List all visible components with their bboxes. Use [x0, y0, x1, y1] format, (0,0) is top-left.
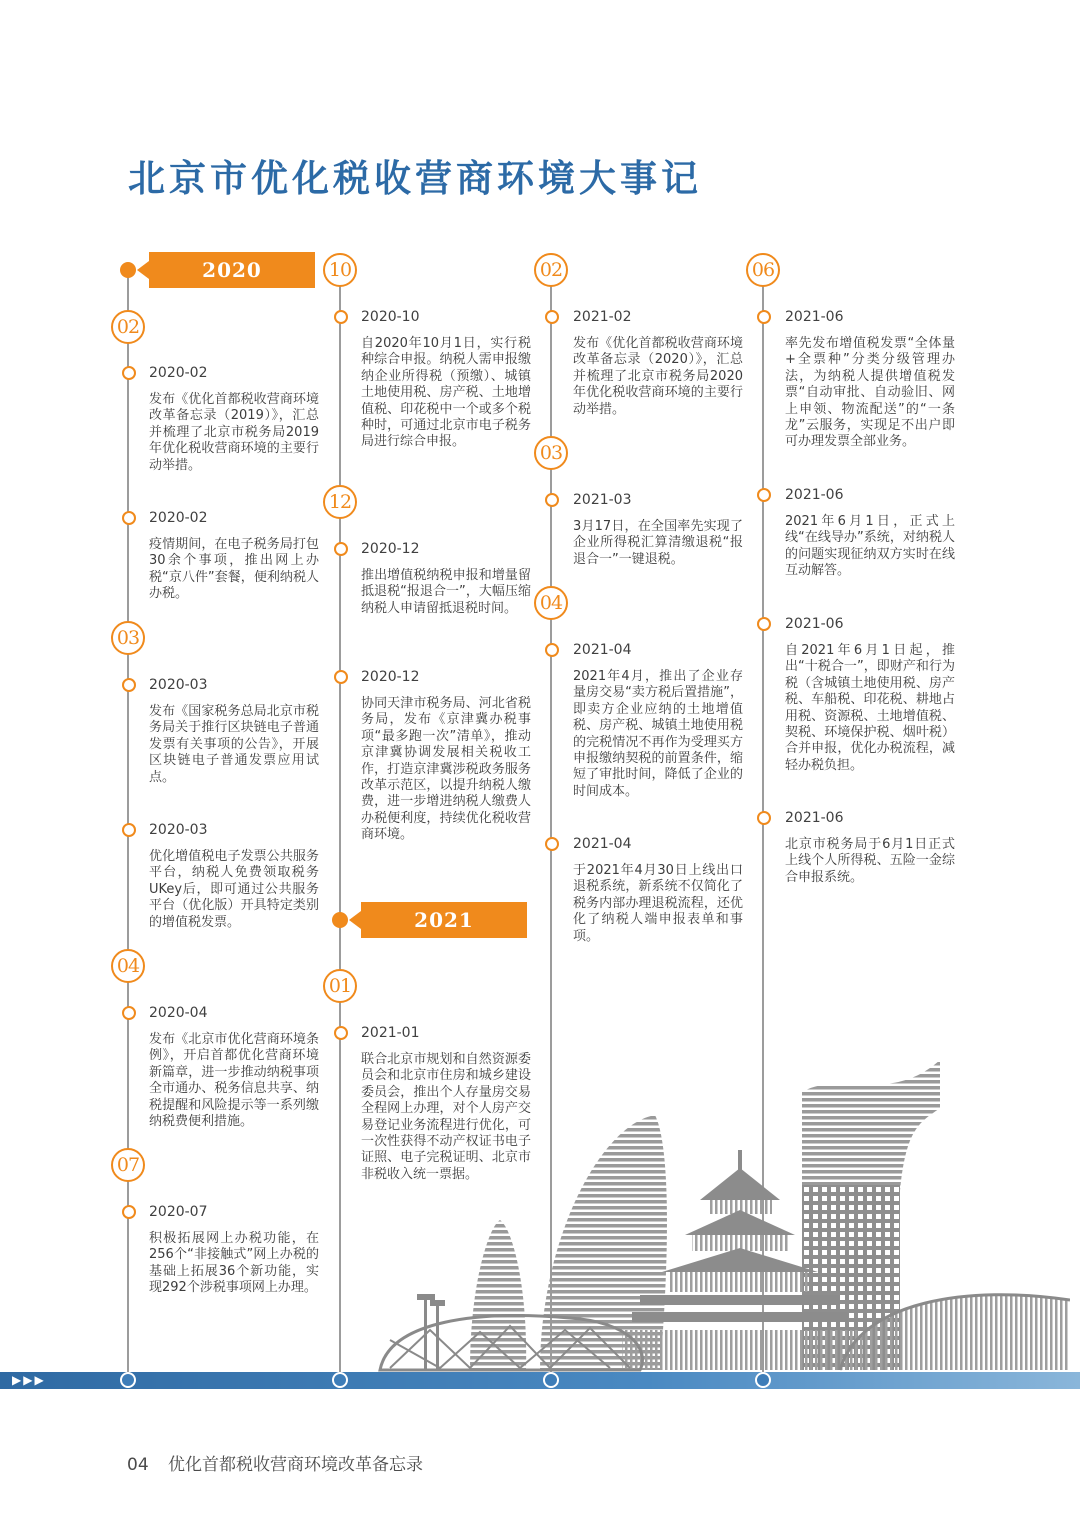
timeline-entry	[785, 487, 955, 580]
timeline-end-marker	[543, 1372, 559, 1388]
entry-text: 北京市税务局于6月1日正式上线个人所得税、五险一金综合申报系统。	[785, 837, 955, 885]
entry-dot	[334, 542, 348, 556]
entry-date: 2020-02	[149, 510, 208, 526]
entry-date: 2021-06	[785, 810, 844, 826]
entry-text: 自2021年6月1日起，推出“十税合一”，即财产和行为税（含城镇土地使用税、房产税、车船税、印花税、耕地占用税、资源税、土地增值税、契税、环境保护税、烟叶税）合并申报，优化办税流程，减轻办税负担。	[785, 643, 955, 773]
timeline-entry	[573, 309, 743, 418]
entry-date: 2021-02	[573, 309, 632, 325]
entry-date: 2020-03	[149, 677, 208, 693]
entry-dot	[122, 511, 136, 525]
entry-text: 疫情期间，在电子税务局打包30余个事项，推出网上办税“京八件”套餐，便利纳税人办税。	[149, 537, 319, 602]
year-banner-2021: 2021	[361, 902, 527, 938]
year-marker-dot	[332, 912, 348, 928]
entry-dot	[122, 1205, 136, 1219]
timeline-entry	[361, 309, 531, 451]
entry-text: 发布《优化首都税收营商环境改革备忘录（2019）》，汇总并梳理了北京市税务局2019年优化税收营商环境的主要行动举措。	[149, 392, 319, 473]
entry-text: 2021年6月1日，正式上线“在线导办”系统，对纳税人的问题实现征纳双方实时在线互动解答。	[785, 514, 955, 579]
month-marker: 12	[323, 485, 357, 519]
entry-date: 2021-01	[361, 1025, 420, 1041]
bottom-band	[0, 1372, 1080, 1389]
timeline-line-2	[339, 286, 341, 1380]
timeline-entry	[785, 309, 955, 451]
entry-text: 发布《优化首都税收营商环境改革备忘录（2020）》，汇总并梳理了北京市税务局2020年优化税收营商环境的主要行动举措。	[573, 336, 743, 417]
footer	[127, 1450, 423, 1475]
entry-date: 2020-10	[361, 309, 420, 325]
month-marker: 10	[323, 253, 357, 287]
entry-text: 于2021年4月30日上线出口退税系统，新系统不仅简化了税务内部办理退税流程，还优化了纳税人端申报表单和事项。	[573, 863, 743, 944]
triple-arrow-icon: ▶▶▶	[12, 1373, 46, 1387]
entry-date: 2021-04	[573, 836, 632, 852]
year-banner-2020: 2020	[149, 252, 315, 288]
entry-dot	[545, 643, 559, 657]
timeline-entry	[149, 677, 319, 786]
entry-text: 联合北京市规划和自然资源委员会和北京市住房和城乡建设委员会，推出个人存量房交易全程网上办理，对个人房产交易登记业务流程进行优化，可一次性获得不动产权证书电子证照、电子完税证明、北京市非税收入统一票据。	[361, 1052, 531, 1182]
entry-date: 2020-12	[361, 541, 420, 557]
entry-date: 2020-02	[149, 365, 208, 381]
beijing-skyline-illustration	[370, 1050, 1070, 1375]
timeline-entry	[573, 836, 743, 945]
entry-dot	[334, 1026, 348, 1040]
month-marker: 04	[534, 586, 568, 620]
entry-dot	[334, 670, 348, 684]
timeline-entry	[149, 822, 319, 931]
month-marker: 03	[534, 436, 568, 470]
entry-dot	[545, 493, 559, 507]
month-marker: 07	[111, 1148, 145, 1182]
entry-dot	[334, 310, 348, 324]
entry-text: 优化增值税电子发票公共服务平台，纳税人免费领取税务UKey后，即可通过公共服务平台（优化版）开具特定类别的增值税发票。	[149, 849, 319, 930]
timeline-entry	[785, 616, 955, 774]
entry-dot	[122, 366, 136, 380]
entry-text: 2021年4月，推出了企业存量房交易“卖方税后置措施”，即卖方企业应纳的土地增值税、房产税、城镇土地使用税的完税情况不再作为受理买方申报缴纳契税的前置条件，缩短了审批时间，降低了企业的时间成本。	[573, 669, 743, 799]
entry-text: 3月17日，在全国率先实现了企业所得税汇算清缴退税“报退合一”一键退税。	[573, 519, 743, 567]
timeline-entry	[573, 642, 743, 800]
timeline-end-marker	[332, 1372, 348, 1388]
entry-dot	[545, 837, 559, 851]
entry-text: 积极拓展网上办税功能，在256个“非接触式”网上办税的基础上拓展36个新功能，实现292个涉税事项网上办理。	[149, 1231, 319, 1296]
entry-text: 自2020年10月1日，实行税种综合申报。纳税人需申报缴纳企业所得税（预缴）、城镇土地使用税、房产税、土地增值税、印花税中一个或多个税种时，可通过北京市电子税务局进行综合申报。	[361, 336, 531, 450]
entry-text: 推出增值税纳税申报和增量留抵退税“报退合一”，大幅压缩纳税人申请留抵退税时间。	[361, 568, 531, 616]
month-marker: 02	[534, 253, 568, 287]
month-marker: 02	[111, 310, 145, 344]
month-marker: 03	[111, 621, 145, 655]
entry-text: 协同天津市税务局、河北省税务局，发布《京津冀办税事项“最多跑一次”清单》，推动京津冀协调发展相关税收工作，打造京津冀涉税政务服务改革示范区，以提升纳税人缴费，进一步增进纳税人缴费人办税便利度，持续优化税收营商环境。	[361, 696, 531, 843]
entry-dot	[545, 310, 559, 324]
month-marker: 01	[323, 969, 357, 1003]
timeline-entry	[573, 492, 743, 568]
entry-dot	[122, 1006, 136, 1020]
timeline-entry	[149, 1005, 319, 1130]
entry-date: 2021-04	[573, 642, 632, 658]
entry-dot	[757, 488, 771, 502]
entry-dot	[757, 310, 771, 324]
timeline-entry	[149, 1204, 319, 1297]
entry-dot	[757, 811, 771, 825]
entry-date: 2021-06	[785, 616, 844, 632]
timeline-entry	[785, 810, 955, 886]
timeline-entry	[361, 669, 531, 844]
page-number: 04	[127, 1455, 149, 1475]
entry-dot	[757, 617, 771, 631]
timeline-end-marker	[120, 1372, 136, 1388]
entry-dot	[122, 678, 136, 692]
entry-date: 2020-07	[149, 1204, 208, 1220]
entry-dot	[122, 823, 136, 837]
entry-date: 2021-03	[573, 492, 632, 508]
entry-text: 率先发布增值税发票“全体量+全票种”分类分级管理办法，为纳税人提供增值税发票“自动审批、自动验旧、网上申领、物流配送”的“一条龙”云服务，实现足不出户即可办理发票全部业务。	[785, 336, 955, 450]
year-marker-dot	[120, 262, 136, 278]
entry-text: 发布《北京市优化营商环境条例》，开启首都优化营商环境新篇章，进一步推动纳税事项全市通办、税务信息共享、纳税提醒和风险提示等一系列缴纳税费便利措施。	[149, 1032, 319, 1130]
page-title: 北京市优化税收营商环境大事记	[128, 157, 702, 200]
entry-date: 2021-06	[785, 309, 844, 325]
entry-date: 2020-12	[361, 669, 420, 685]
timeline-entry	[149, 510, 319, 603]
entry-date: 2020-04	[149, 1005, 208, 1021]
month-marker: 04	[111, 949, 145, 983]
timeline-entry	[149, 365, 319, 474]
footer-title: 优化首都税收营商环境改革备忘录	[168, 1455, 424, 1475]
month-marker: 06	[746, 253, 780, 287]
timeline-end-marker	[755, 1372, 771, 1388]
timeline-entry	[361, 541, 531, 617]
entry-text: 发布《国家税务总局北京市税务局关于推行区块链电子普通发票有关事项的公告》，开展区块链电子普通发票应用试点。	[149, 704, 319, 785]
entry-date: 2020-03	[149, 822, 208, 838]
entry-date: 2021-06	[785, 487, 844, 503]
